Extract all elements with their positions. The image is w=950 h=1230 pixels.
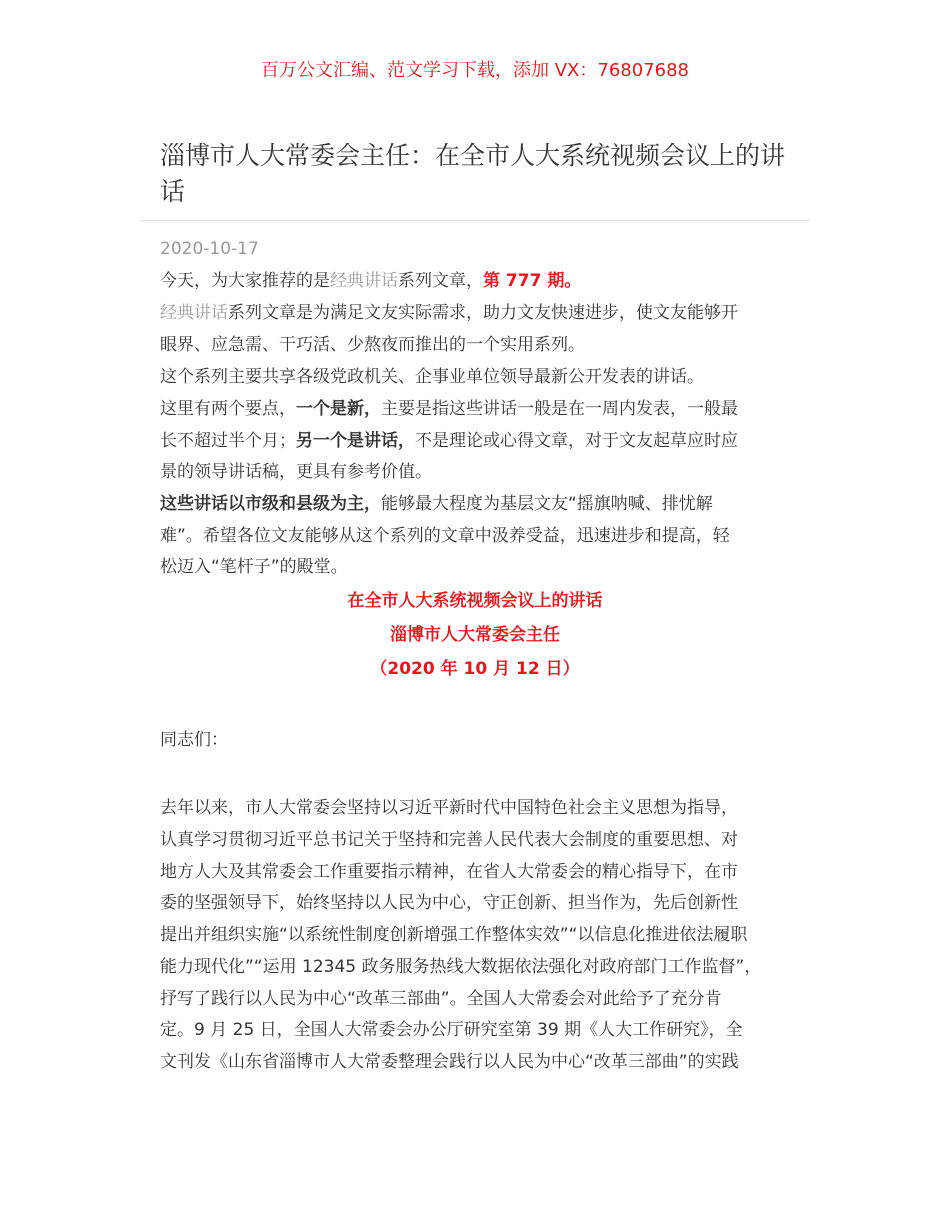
intro-line: 景的领导讲话稿，更具有参考价值。 (160, 462, 432, 482)
text: 这里有两个要点， (160, 399, 296, 419)
intro-line (160, 397, 800, 421)
intro-line: 这个系列主要共享各级党政机关、企事业单位领导最新公开发表的讲话。 (160, 367, 704, 387)
body-line: 提出并组织实施“以系统性制度创新增强工作整体实效”“以信息化推进依法履职 (160, 925, 748, 945)
speech-heading: 在全市人大系统视频会议上的讲话 (347, 591, 603, 611)
speech-speaker: 淄博市人大常委会主任 (390, 625, 560, 645)
intro-line: 松迈入“笔杆子”的殿堂。 (160, 557, 348, 577)
speech-date: （2020 年 10 月 12 日） (370, 659, 580, 679)
body-line: 委的坚强领导下，始终坚持以人民为中心，守正创新、担当作为，先后创新性 (160, 893, 738, 913)
body-line: 抒写了践行以人民为中心“改革三部曲”。全国人大常委会对此给予了充分肯 (160, 989, 722, 1009)
bold-text: 一个是新， (296, 399, 381, 419)
text: 不是理论或心得文章，对于文友起草应时应 (415, 431, 738, 451)
intro-line (160, 492, 800, 516)
intro-line: 难”。希望各位文友能够从这个系列的文章中汲养受益，迅速进步和提高，轻 (160, 526, 730, 546)
intro-line (160, 269, 800, 293)
publish-date: 2020-10-17 (160, 239, 259, 259)
text: 能够最大程度为基层文友“摇旗呐喊、排忧解 (381, 494, 713, 514)
body-line: 文刊发《山东省淄博市人大常委整理会践行以人民为中心“改革三部曲”的实践 (160, 1052, 739, 1072)
text: 系列文章， (398, 271, 483, 291)
bold-text: 这些讲话以市级和县级为主， (160, 494, 381, 514)
body-line: 去年以来，市人大常委会坚持以习近平新时代中国特色社会主义思想为指导， (160, 798, 738, 818)
issue-number: 第 777 期。 (483, 271, 582, 291)
body-line: 认真学习贯彻习近平总书记关于坚持和完善人民代表大会制度的重要思想、对 (160, 830, 738, 850)
bold-text: 另一个是讲话， (296, 431, 415, 451)
body-line: 能力现代化”“运用 12345 政务服务热线大数据依法强化对政府部门工作监督”， (160, 957, 762, 977)
series-name: 经典讲话 (160, 303, 228, 323)
title-divider (140, 220, 810, 221)
series-name: 经典讲话 (330, 271, 398, 291)
intro-line: 眼界、应急需、干巧活、少熬夜而推出的一个实用系列。 (160, 335, 585, 355)
intro-line (160, 429, 800, 453)
promo-banner: 百万公文汇编、范文学习下载，添加 VX：76807688 (261, 60, 689, 81)
text: 主要是指这些讲话一般是在一周内发表，一般最 (381, 399, 738, 419)
article-title: 淄博市人大常委会主任：在全市人大系统视频会议上的讲话 (160, 141, 786, 206)
text: 今天，为大家推荐的是 (160, 271, 330, 291)
body-line: 定。9 月 25 日，全国人大常委会办公厅研究室第 39 期《人大工作研究》，全 (160, 1020, 743, 1040)
text: 系列文章是为满足文友实际需求，助力文友快速进步，使文友能够开 (228, 303, 738, 323)
intro-line (160, 301, 800, 325)
salutation: 同志们： (160, 730, 228, 750)
body-line: 地方人大及其常委会工作重要指示精神，在省人大常委会的精心指导下，在市 (160, 862, 738, 882)
text: 长不超过半个月； (160, 431, 296, 451)
